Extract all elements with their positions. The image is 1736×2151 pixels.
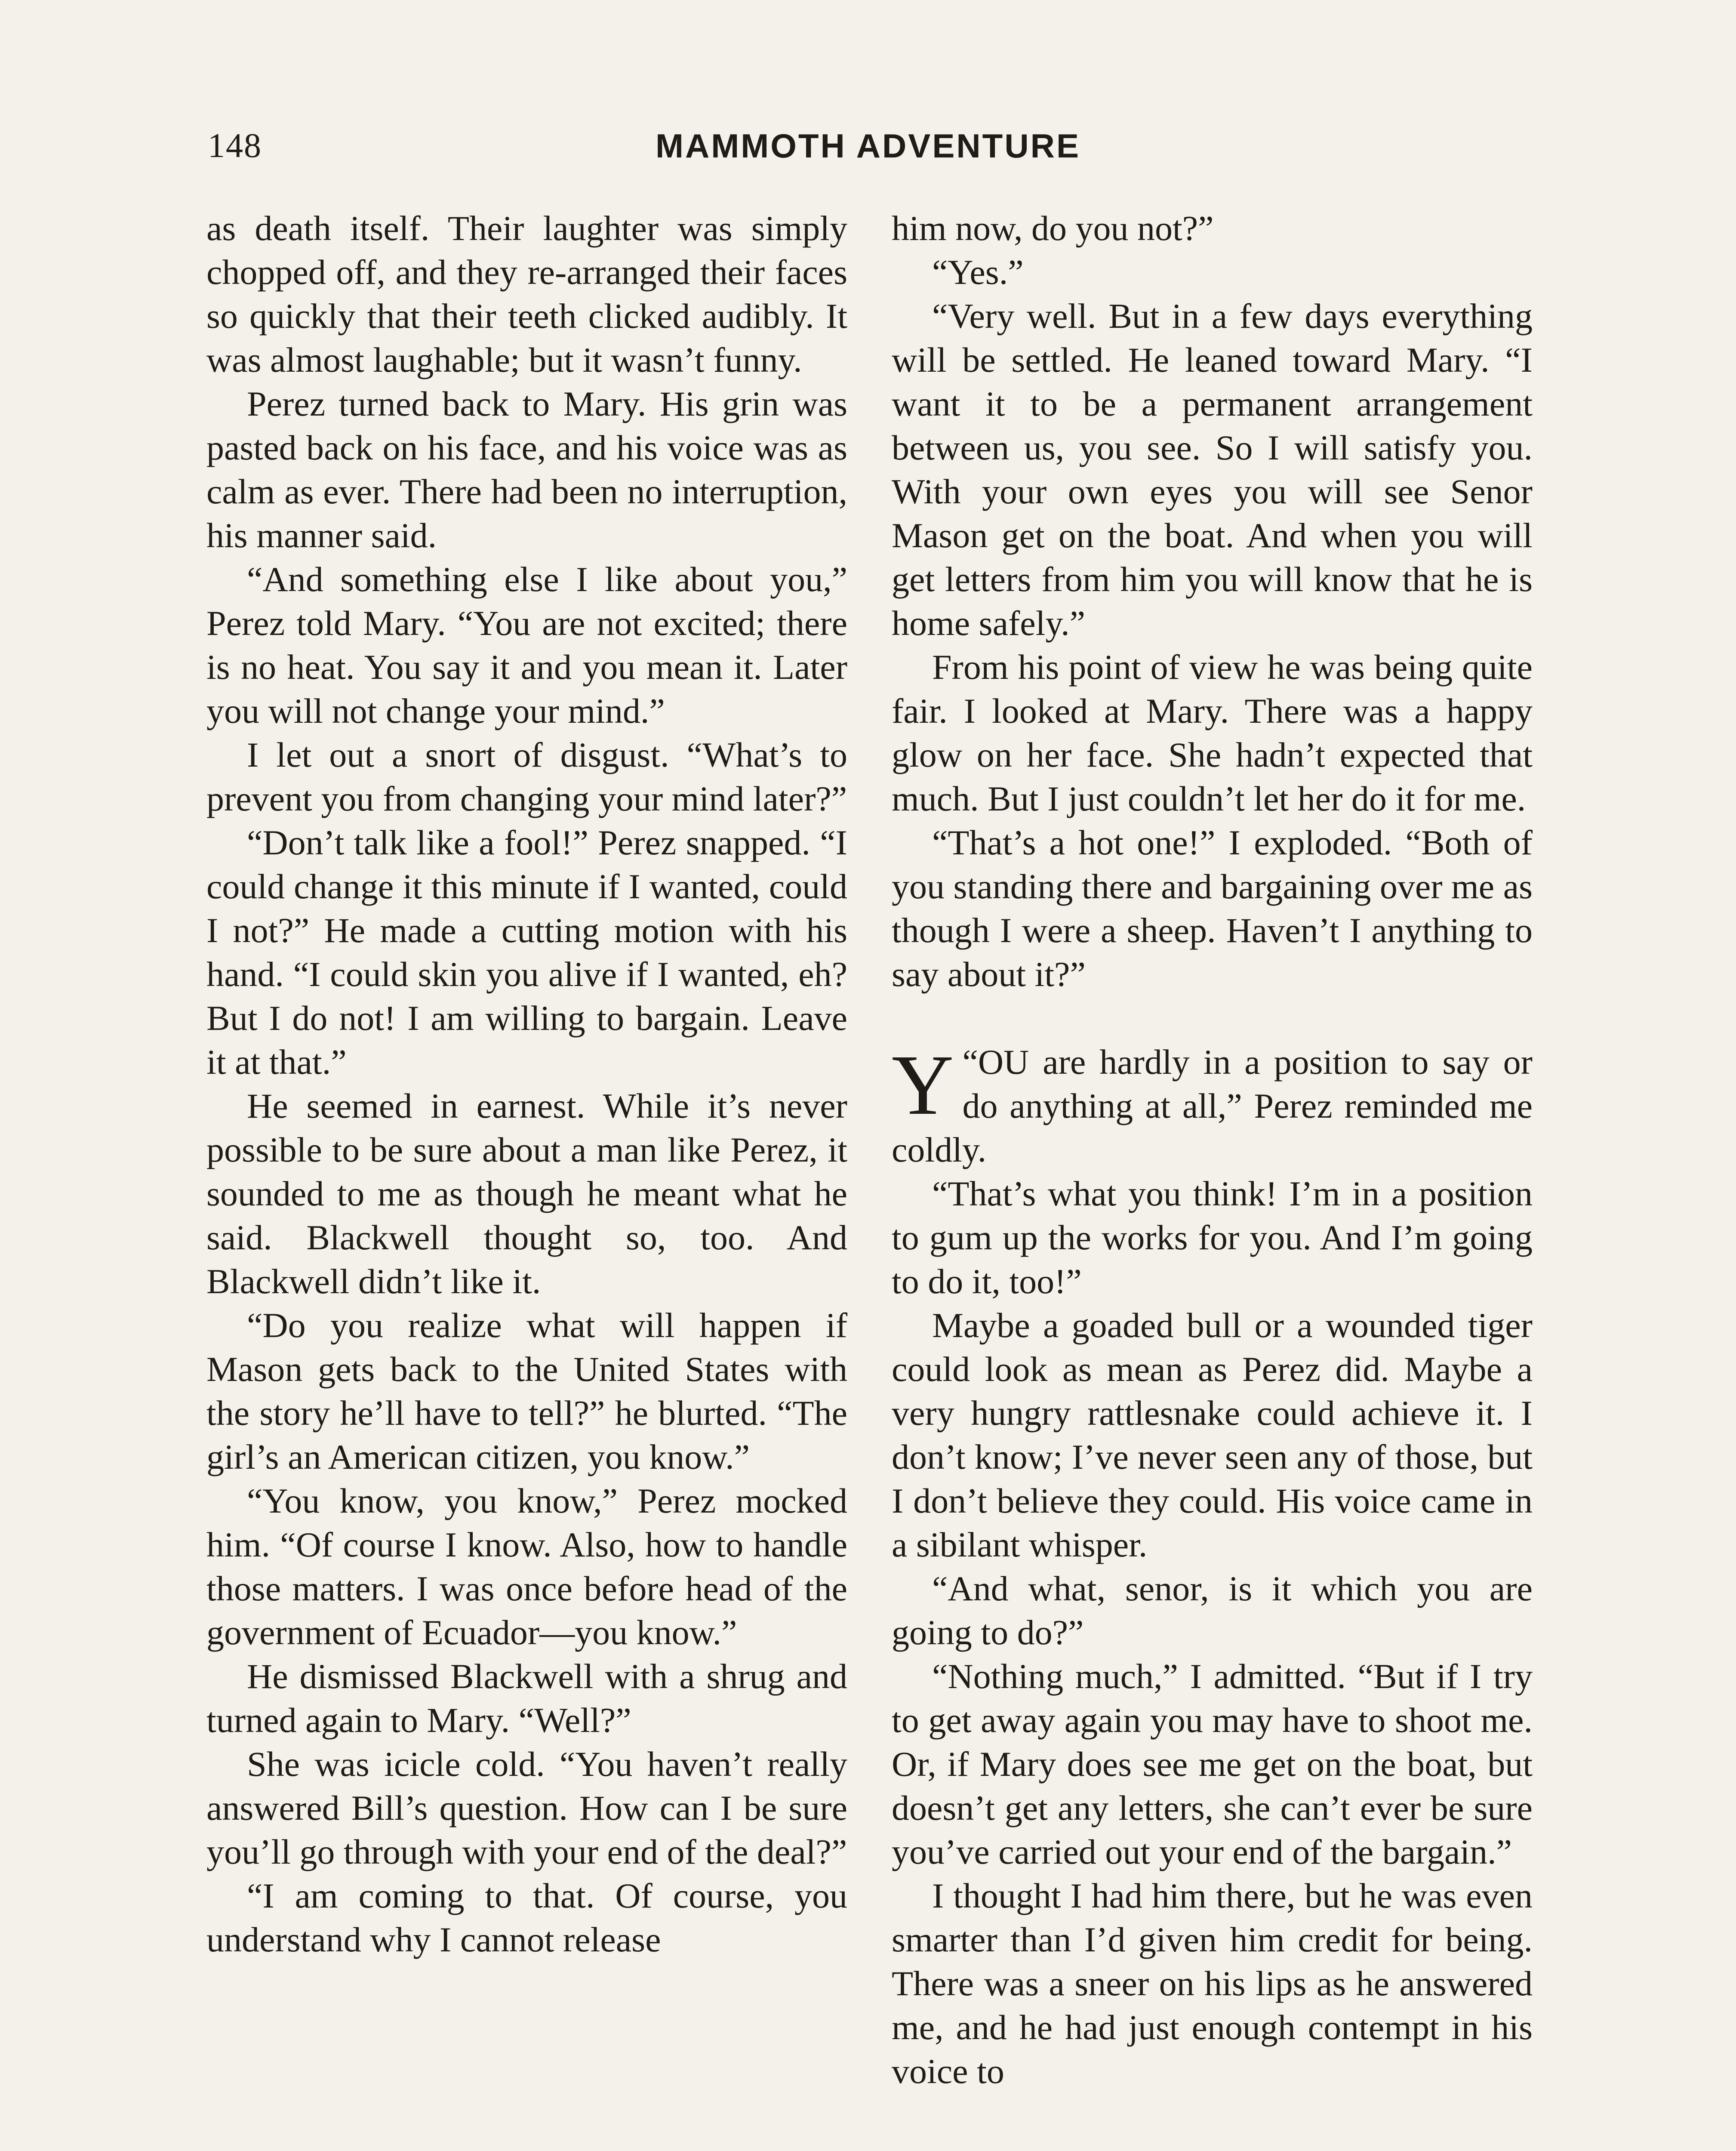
paragraph: “Do you realize what will happen if Mason gets back to the United States with the story he’ll have to tell?” he blurted. “The girl’s an American citizen, you know.” (206, 1306, 847, 1476)
paragraph: “That’s a hot one!” I exploded. “Both of you standing there and bargaining over me as though I were a sheep. Haven’t I anything to say about it?” (892, 823, 1533, 994)
paragraph: as death itself. Their laughter was simply chopped off, and they re-arranged their faces so quickly that their teeth clicked audibly. It was almost laughable; but it wasn’t funny. (206, 209, 847, 379)
paragraph: She was icicle cold. “You haven’t really answered Bill’s question. How can I be sure you’ll go through with your end of the deal?” (206, 1744, 847, 1871)
dropcap-paragraph (892, 1040, 1533, 1172)
paragraph: Maybe a goaded bull or a wounded tiger could look as mean as Perez did. Maybe a very hungry rattlesnake could achieve it. I don’t know; I’ve never seen any of those, but I don’t believe they could. His voice came in a sibilant whisper. (892, 1306, 1533, 1564)
paragraph: “You know, you know,” Perez mocked him. “Of course I know. Also, how to handle those matters. I was once before head of the government of Ecuador—you know.” (206, 1481, 847, 1652)
paragraph: “That’s what you think! I’m in a position to gum up the works for you. And I’m going to do it, too!” (892, 1174, 1533, 1301)
paragraph: “Very well. But in a few days everything will be settled. He leaned toward Mary. “I want it to be a permanent arrangement between us, you see. So I will satisfy you. With your own eyes you will see Senor Mason get on the boat. And when you will get letters from him you will know that he is home safely.” (892, 296, 1533, 643)
right-column (892, 206, 1533, 2093)
paragraph: I let out a snort of disgust. “What’s to prevent you from changing your mind later?” (206, 735, 847, 818)
paragraph: He seemed in earnest. While it’s never possible to be sure about a man like Perez, it sounded to me as though he meant what he said. Blackwell thought so, too. And Blackwell didn’t like it. (206, 1086, 847, 1301)
paragraph: “I am coming to that. Of course, you understand why I cannot release (206, 1876, 847, 1959)
paragraph: Perez turned back to Mary. His grin was pasted back on his face, and his voice was as calm as ever. There had been no interruption, his manner said. (206, 384, 847, 555)
paragraph: He dismissed Blackwell with a shrug and turned again to Mary. “Well?” (206, 1657, 847, 1740)
paragraph: From his point of view he was being quite fair. I looked at Mary. There was a happy glow on her face. She hadn’t expected that much. But I just couldn’t let her do it for me. (892, 647, 1533, 818)
paragraph: “Nothing much,” I admitted. “But if I try to get away again you may have to shoot me. Or, if Mary does see me get on the boat, but doesn’t get any letters, she can’t ever be sure you’ve carried out your end of the bargain.” (892, 1657, 1533, 1871)
paragraph: “Don’t talk like a fool!” Perez snapped. “I could change it this minute if I wanted, could I not?” He made a cutting motion with his hand. “I could skin you alive if I wanted, eh? But I do not! I am willing to bargain. Leave it at that.” (206, 823, 847, 1082)
paragraph: “And what, senor, is it which you are going to do?” (892, 1569, 1533, 1652)
left-column (206, 206, 847, 1962)
paragraph: “Yes.” (932, 253, 1024, 292)
page-number: 148 (208, 127, 262, 165)
drop-cap-initial: Y (892, 1038, 954, 1133)
paragraph: “And something else I like about you,” Perez told Mary. “You are not excited; there is no heat. You say it and you mean it. Later you will not change your mind.” (206, 560, 847, 730)
dropcap-paragraph-text: OU are hardly in a position to say or do anything at all,” Perez reminded me coldly. (892, 1042, 1533, 1169)
running-title: MAMMOTH ADVENTURE (655, 127, 1081, 165)
paragraph: I thought I had him there, but he was even smarter than I’d given him credit for being. There was a sneer on his lips as he answered me, and he had just enough contempt in his voice to (892, 1876, 1533, 2091)
paragraph: him now, do you not?” (892, 209, 1214, 248)
opening-quote: “ (962, 1042, 978, 1082)
